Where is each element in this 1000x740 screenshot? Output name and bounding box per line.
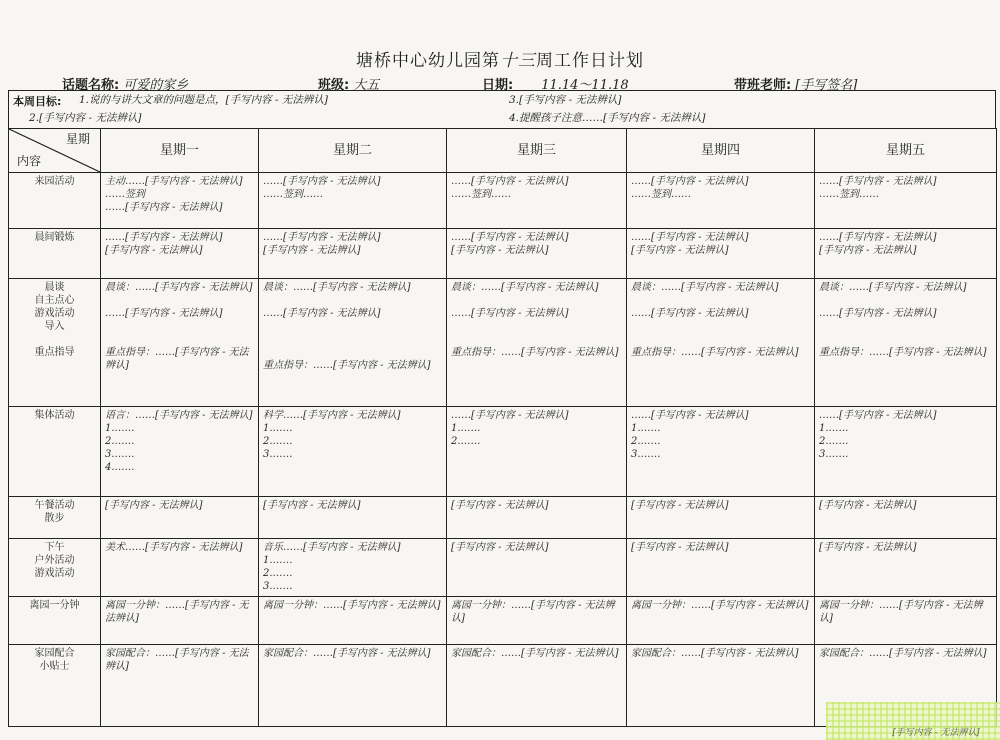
date-label: 日期:: [482, 78, 514, 93]
cell-lunch-thu: [手写内容 - 无法辨认]: [627, 497, 815, 539]
teacher-signature: [手写签名]: [795, 78, 858, 93]
cell-arrival-thu: ……[手写内容 - 无法辨认] ……签到……: [627, 173, 815, 229]
table-corner-cell: [9, 129, 101, 173]
row-label-afternoon: 下午 户外活动 游戏活动: [9, 539, 101, 597]
class-label: 班级:: [318, 78, 350, 93]
cell-departure-mon: 离园一分钟：……[手写内容 - 无法辨认]: [101, 597, 259, 645]
table-row: [9, 407, 997, 497]
cell-exercise-thu: ……[手写内容 - 无法辨认] [手写内容 - 无法辨认]: [627, 229, 815, 279]
table-row: [9, 173, 997, 229]
table-row: [9, 279, 997, 407]
cell-lunch-tue: [手写内容 - 无法辨认]: [259, 497, 447, 539]
cell-lunch-wed: [手写内容 - 无法辨认]: [447, 497, 627, 539]
row-label-departure: 离园一分钟: [9, 597, 101, 645]
cell-departure-wed: 离园一分钟：……[手写内容 - 无法辨认]: [447, 597, 627, 645]
cell-exercise-wed: ……[手写内容 - 无法辨认] [手写内容 - 无法辨认]: [447, 229, 627, 279]
date-value: 11.14～11.18: [541, 78, 629, 93]
cell-arrival-wed: ……[手写内容 - 无法辨认] ……签到……: [447, 173, 627, 229]
cell-afternoon-thu: [手写内容 - 无法辨认]: [627, 539, 815, 597]
cell-talk-tue: 晨谈：……[手写内容 - 无法辨认] ……[手写内容 - 无法辨认] 重点指导：……[手写内容 - 无法辨认]: [259, 279, 447, 407]
goal-1: 1.说的与讲大文章的问题是点，[手写内容 - 无法辨认]: [79, 94, 328, 106]
cell-afternoon-fri: [手写内容 - 无法辨认]: [815, 539, 997, 597]
goal-2: 2.[手写内容 - 无法辨认]: [29, 112, 142, 124]
cell-group-fri: ……[手写内容 - 无法辨认] 1.…… 2.…… 3.……: [815, 407, 997, 497]
cell-afternoon-wed: [手写内容 - 无法辨认]: [447, 539, 627, 597]
goals-label: 本周目标:: [13, 95, 62, 108]
cell-tips-tue: 家园配合：……[手写内容 - 无法辨认]: [259, 645, 447, 727]
cell-talk-fri: 晨谈：……[手写内容 - 无法辨认] ……[手写内容 - 无法辨认] 重点指导：……[手写内容 - 无法辨认]: [815, 279, 997, 407]
cell-arrival-fri: ……[手写内容 - 无法辨认] ……签到……: [815, 173, 997, 229]
row-label-group-activity: 集体活动: [9, 407, 101, 497]
masking-tape: [826, 702, 1000, 740]
row-label-arrival: 来园活动: [9, 173, 101, 229]
cell-departure-tue: 离园一分钟：……[手写内容 - 无法辨认]: [259, 597, 447, 645]
cell-exercise-mon: ……[手写内容 - 无法辨认] [手写内容 - 无法辨认]: [101, 229, 259, 279]
title-prefix: 塘桥中心幼儿园第: [356, 51, 500, 71]
cell-exercise-tue: ……[手写内容 - 无法辨认] [手写内容 - 无法辨认]: [259, 229, 447, 279]
cell-afternoon-mon: 美术……[手写内容 - 无法辨认]: [101, 539, 259, 597]
table-header-row: [9, 129, 997, 173]
day-header-friday: 星期五: [815, 129, 997, 173]
cell-departure-fri: 离园一分钟：……[手写内容 - 无法辨认]: [815, 597, 997, 645]
topic-label: 话题名称:: [62, 78, 120, 93]
day-header-monday: 星期一: [101, 129, 259, 173]
cell-arrival-mon: 主动……[手写内容 - 无法辨认] ……签到 ……[手写内容 - 无法辨认]: [101, 173, 259, 229]
cell-lunch-mon: [手写内容 - 无法辨认]: [101, 497, 259, 539]
cell-arrival-tue: ……[手写内容 - 无法辨认] ……签到……: [259, 173, 447, 229]
cell-talk-thu: 晨谈：……[手写内容 - 无法辨认] ……[手写内容 - 无法辨认] 重点指导：……[手写内容 - 无法辨认]: [627, 279, 815, 407]
table-row: [9, 497, 997, 539]
cell-departure-thu: 离园一分钟：……[手写内容 - 无法辨认]: [627, 597, 815, 645]
page-title: [0, 46, 1000, 71]
weekly-goals-box: [8, 90, 996, 128]
corner-content-label: 内容: [17, 154, 42, 168]
table-row: [9, 597, 997, 645]
cell-group-wed: ……[手写内容 - 无法辨认] 1.…… 2.……: [447, 407, 627, 497]
title-week-number: 十三: [500, 51, 536, 71]
row-label-morning-talk: 晨谈 自主点心 游戏活动 导入 重点指导: [9, 279, 101, 407]
day-header-wednesday: 星期三: [447, 129, 627, 173]
cell-exercise-fri: ……[手写内容 - 无法辨认] [手写内容 - 无法辨认]: [815, 229, 997, 279]
cell-tips-mon: 家园配合：……[手写内容 - 无法辨认]: [101, 645, 259, 727]
row-label-morning-exercise: 晨间锻炼: [9, 229, 101, 279]
cell-tips-wed: 家园配合：……[手写内容 - 无法辨认]: [447, 645, 627, 727]
corner-day-label: 星期: [65, 132, 90, 146]
cell-group-thu: ……[手写内容 - 无法辨认] 1.…… 2.…… 3.……: [627, 407, 815, 497]
cell-talk-wed: 晨谈：……[手写内容 - 无法辨认] ……[手写内容 - 无法辨认] 重点指导：……[手写内容 - 无法辨认]: [447, 279, 627, 407]
table-row: [9, 229, 997, 279]
weekly-plan-table: [8, 128, 997, 727]
cell-lunch-fri: [手写内容 - 无法辨认]: [815, 497, 997, 539]
cell-afternoon-tue: 音乐……[手写内容 - 无法辨认] 1.…… 2.…… 3.……: [259, 539, 447, 597]
teacher-label: 带班老师:: [734, 78, 792, 93]
row-label-home-tips: 家园配合 小贴士: [9, 645, 101, 727]
topic-value: 可爱的家乡: [123, 78, 189, 93]
tape-label: [手写内容 - 无法辨认]: [892, 728, 980, 738]
cell-group-mon: 语言：……[手写内容 - 无法辨认] 1.…… 2.…… 3.…… 4.……: [101, 407, 259, 497]
row-label-lunch: 午餐活动 散步: [9, 497, 101, 539]
cell-tips-fri: 家园配合：……[手写内容 - 无法辨认]: [815, 645, 997, 727]
cell-group-tue: 科学……[手写内容 - 无法辨认] 1.…… 2.…… 3.……: [259, 407, 447, 497]
day-header-thursday: 星期四: [627, 129, 815, 173]
day-header-tuesday: 星期二: [259, 129, 447, 173]
cell-tips-thu: 家园配合：……[手写内容 - 无法辨认]: [627, 645, 815, 727]
goal-4: 4.提醒孩子注意……[手写内容 - 无法辨认]: [509, 112, 706, 124]
title-suffix: 周工作日计划: [536, 51, 644, 71]
class-value: 大五: [353, 78, 380, 93]
table-row: [9, 539, 997, 597]
goal-3: 3.[手写内容 - 无法辨认]: [509, 94, 622, 106]
cell-talk-mon: 晨谈：……[手写内容 - 无法辨认] ……[手写内容 - 无法辨认] 重点指导：……[手写内容 - 无法辨认]: [101, 279, 259, 407]
